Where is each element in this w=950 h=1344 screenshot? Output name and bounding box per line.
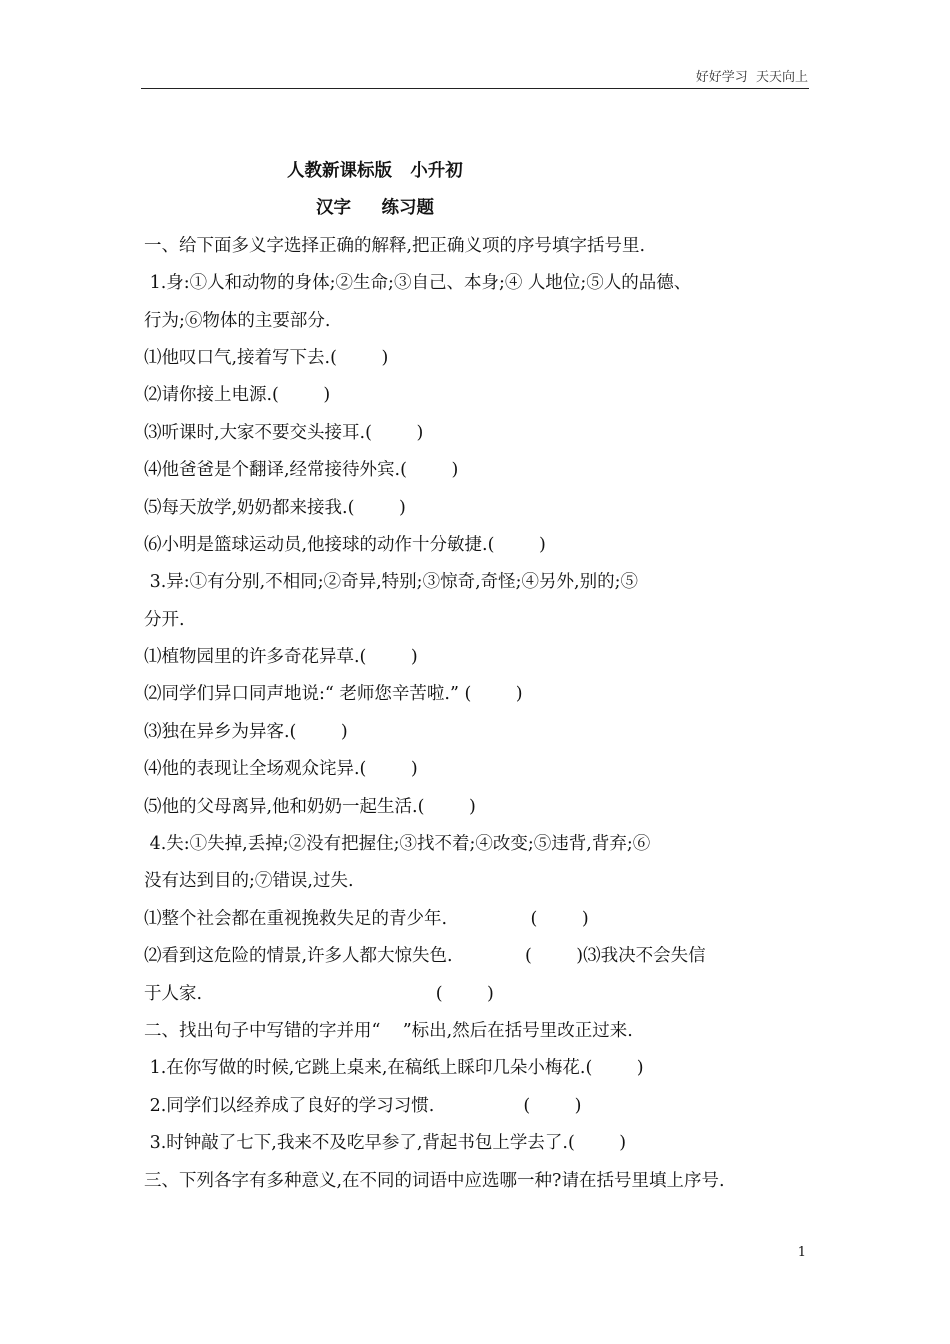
exercise-line: ⑹小明是篮球运动员,他接球的动作十分敏捷.( ) xyxy=(144,534,546,555)
exercise-line: ⑴植物园里的许多奇花异草.( ) xyxy=(144,647,418,668)
exercise-line: 4.失:①失掉,丢掉;②没有把握住;③找不着;④改变;⑤违背,背弃;⑥ xyxy=(144,834,651,855)
page-number: 1 xyxy=(797,1245,806,1260)
exercise-line: 1.身:①人和动物的身体;②生命;③自己、本身;④ 人地位;⑤人的品德、 xyxy=(144,273,692,294)
exercise-line: ⑷他的表现让全场观众诧异.( ) xyxy=(144,759,418,780)
header-divider xyxy=(141,88,809,89)
exercise-line: ⑷他爸爸是个翻译,经常接待外宾.( ) xyxy=(144,460,459,481)
exercise-line: ⑴整个社会都在重视挽救失足的青少年. ( ) xyxy=(144,908,589,929)
header-motto: 好好学习 天天向上 xyxy=(695,70,808,85)
exercise-line: 三、下列各字有多种意义,在不同的词语中应选哪一种?请在括号里填上序号. xyxy=(144,1170,725,1191)
document-title: 人教新课标版 小升初 xyxy=(287,161,463,181)
exercise-line: 3.异:①有分别,不相同;②奇异,特别;③惊奇,奇怪;④另外,别的;⑤ xyxy=(144,572,638,593)
exercise-line: ⑵同学们异口同声地说:“ 老师您辛苦啦.” ( ) xyxy=(144,684,523,705)
exercise-line: ⑵请你接上电源.( ) xyxy=(144,385,331,406)
exercise-line: 于人家. ( ) xyxy=(144,983,494,1004)
exercise-line: 行为;⑥物体的主要部分. xyxy=(144,310,331,331)
exercise-line: 分开. xyxy=(144,609,185,630)
exercise-line: ⑶独在异乡为异客.( ) xyxy=(144,721,348,742)
exercise-lines xyxy=(144,231,814,1203)
exercise-line: 1.在你写做的时候,它跳上桌来,在稿纸上睬印几朵小梅花.( ) xyxy=(144,1058,644,1079)
exercise-line: ⑵看到这危险的情景,许多人都大惊失色. ( )⑶我决不会失信 xyxy=(144,946,706,967)
exercise-line: 二、找出句子中写错的字并用“ ”标出,然后在括号里改正过来. xyxy=(144,1020,633,1041)
exercise-line: 2.同学们以经养成了良好的学习习惯. ( ) xyxy=(144,1095,582,1116)
exercise-line: ⑶听课时,大家不要交头接耳.( ) xyxy=(144,422,424,443)
exercise-line: ⑴他叹口气,接着写下去.( ) xyxy=(144,347,389,368)
exercise-line: 3.时钟敲了七下,我来不及吃早参了,背起书包上学去了.( ) xyxy=(144,1133,627,1154)
exercise-line: 一、给下面多义字选择正确的解释,把正确义项的序号填字括号里. xyxy=(144,235,646,256)
document-body xyxy=(144,156,814,1203)
document-subtitle: 汉字 练习题 xyxy=(316,198,434,219)
exercise-line: 没有达到目的;⑦错误,过失. xyxy=(144,871,354,892)
exercise-line: ⑸每天放学,奶奶都来接我.( ) xyxy=(144,497,406,518)
exercise-line: ⑸他的父母离异,他和奶奶一起生活.( ) xyxy=(144,796,476,817)
